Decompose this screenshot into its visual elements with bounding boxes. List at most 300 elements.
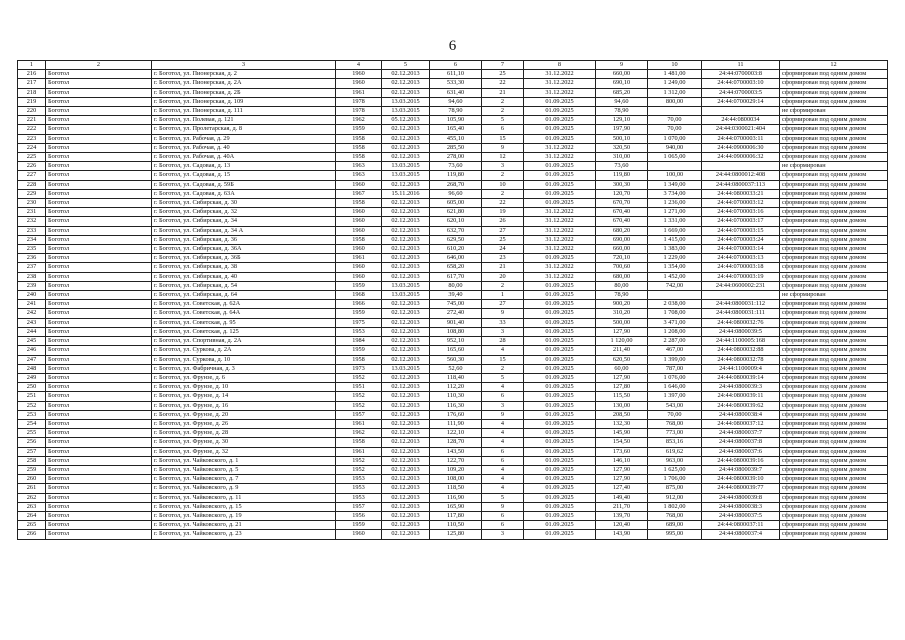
area-cell: 631,40	[430, 88, 482, 97]
table-row	[18, 291, 888, 300]
city-cell: Боготол	[46, 263, 152, 272]
row-number: 260	[18, 475, 46, 484]
land-area-cell: 2 038,00	[648, 300, 702, 309]
deadline-cell: 31.12.2022	[524, 88, 596, 97]
city-cell: Боготол	[46, 521, 152, 530]
address-cell: г. Боготол, ул. Чайковского, д. 1	[152, 456, 336, 465]
city-cell: Боготол	[46, 355, 152, 364]
cadastral-number-cell: 24:44:0700003:10	[702, 79, 780, 88]
count-cell: 4	[482, 429, 524, 438]
city-cell: Боготол	[46, 511, 152, 520]
cadastral-number-cell: 24:44:0800039:3	[702, 383, 780, 392]
area-total-cell: 127,80	[596, 383, 648, 392]
status-cell: сформирован под одним домом	[780, 217, 888, 226]
count-cell: 28	[482, 337, 524, 346]
city-cell: Боготол	[46, 208, 152, 217]
city-cell: Боготол	[46, 410, 152, 419]
table-row	[18, 511, 888, 520]
status-cell: сформирован под одним домом	[780, 419, 888, 428]
year-cell: 1960	[336, 226, 382, 235]
status-cell: сформирован под одним домом	[780, 456, 888, 465]
table-row	[18, 383, 888, 392]
city-cell: Боготол	[46, 456, 152, 465]
city-cell: Боготол	[46, 465, 152, 474]
land-area-cell: 742,00	[648, 281, 702, 290]
city-cell: Боготол	[46, 125, 152, 134]
area-total-cell: 80,00	[596, 281, 648, 290]
deadline-cell: 31.12.2022	[524, 79, 596, 88]
count-cell: 12	[482, 153, 524, 162]
area-total-cell: 680,00	[596, 272, 648, 281]
year-cell: 1973	[336, 364, 382, 373]
row-number: 244	[18, 327, 46, 336]
address-cell: г. Боготол, ул. Пионерская, д. 2Б	[152, 88, 336, 97]
date-cell: 02.12.2013	[382, 217, 430, 226]
table-row	[18, 263, 888, 272]
area-total-cell: 127,90	[596, 475, 648, 484]
land-area-cell: 1 208,00	[648, 327, 702, 336]
address-cell: г. Боготол, ул. Рабочая, д. 29	[152, 134, 336, 143]
year-cell: 1960	[336, 208, 382, 217]
address-cell: г. Боготол, ул. Советская, д. 95	[152, 318, 336, 327]
table-row	[18, 327, 888, 336]
deadline-cell: 31.12.2022	[524, 143, 596, 152]
city-cell: Боготол	[46, 337, 152, 346]
city-cell: Боготол	[46, 226, 152, 235]
deadline-cell: 31.12.2022	[524, 245, 596, 254]
address-cell: г. Боготол, ул. Сибирская, д. 36Б	[152, 254, 336, 263]
area-total-cell: 120,40	[596, 521, 648, 530]
address-cell: г. Боготол, ул. Сибирская, д. 40	[152, 272, 336, 281]
address-cell: г. Боготол, ул. Фрунзе, д. 26	[152, 419, 336, 428]
land-area-cell: 543,00	[648, 401, 702, 410]
year-cell: 1959	[336, 346, 382, 355]
city-cell: Боготол	[46, 291, 152, 300]
row-number: 232	[18, 217, 46, 226]
date-cell: 13.03.2015	[382, 162, 430, 171]
status-cell: сформирован под одним домом	[780, 438, 888, 447]
year-cell: 1957	[336, 410, 382, 419]
area-total-cell: 620,50	[596, 355, 648, 364]
area-total-cell: 78,90	[596, 107, 648, 116]
address-cell: г. Боготол, ул. Сибирская, д. 34	[152, 217, 336, 226]
area-total-cell: 127,90	[596, 465, 648, 474]
area-cell: 109,20	[430, 465, 482, 474]
address-cell: г. Боготол, ул. Фрунзе, д. 16	[152, 401, 336, 410]
cadastral-number-cell: 24:44:0800039:8	[702, 493, 780, 502]
city-cell: Боготол	[46, 199, 152, 208]
status-cell: сформирован под одним домом	[780, 355, 888, 364]
deadline-cell: 01.09.2025	[524, 309, 596, 318]
land-area-cell: 1 802,00	[648, 502, 702, 511]
deadline-cell: 01.09.2025	[524, 318, 596, 327]
city-cell: Боготол	[46, 438, 152, 447]
address-cell: г. Боготол, ул. Чайковского, д. 15	[152, 502, 336, 511]
date-cell: 02.12.2013	[382, 70, 430, 79]
year-cell: 1953	[336, 327, 382, 336]
area-cell: 605,00	[430, 199, 482, 208]
address-cell: г. Боготол, ул. Сибирская, д. 30	[152, 199, 336, 208]
row-number: 253	[18, 410, 46, 419]
area-cell: 118,50	[430, 484, 482, 493]
city-cell: Боготол	[46, 429, 152, 438]
year-cell: 1952	[336, 392, 382, 401]
area-cell: 745,00	[430, 300, 482, 309]
year-cell: 1952	[336, 401, 382, 410]
area-total-cell: 1 120,00	[596, 337, 648, 346]
date-cell: 02.12.2013	[382, 383, 430, 392]
status-cell: сформирован под одним домом	[780, 410, 888, 419]
year-cell: 1952	[336, 456, 382, 465]
year-cell: 1959	[336, 281, 382, 290]
area-total-cell: 127,40	[596, 484, 648, 493]
address-cell: г. Боготол, ул. Суркова, д. 2А	[152, 346, 336, 355]
table-row	[18, 171, 888, 180]
area-cell: 116,30	[430, 401, 482, 410]
cadastral-number-cell: 24:44:0600002:231	[702, 281, 780, 290]
deadline-cell: 01.09.2025	[524, 254, 596, 263]
count-cell: 15	[482, 134, 524, 143]
count-cell: 1	[482, 291, 524, 300]
address-cell: г. Боготол, ул. Чайковского, д. 11	[152, 493, 336, 502]
cadastral-number-cell: 24:44:0800037:6	[702, 447, 780, 456]
address-cell: г. Боготол, ул. Чайковского, д. 7	[152, 475, 336, 484]
table-row	[18, 97, 888, 106]
address-cell: г. Боготол, ул. Чайковского, д. 19	[152, 511, 336, 520]
row-number: 233	[18, 226, 46, 235]
land-area-cell: 853,16	[648, 438, 702, 447]
land-area-cell: 70,00	[648, 125, 702, 134]
row-number: 249	[18, 373, 46, 382]
status-cell: не сформирован	[780, 162, 888, 171]
date-cell: 02.12.2013	[382, 392, 430, 401]
date-cell: 02.12.2013	[382, 263, 430, 272]
cadastral-number-cell: 24:44:0800032:88	[702, 346, 780, 355]
area-total-cell: 127,90	[596, 327, 648, 336]
area-cell: 80,00	[430, 281, 482, 290]
row-number: 220	[18, 107, 46, 116]
status-cell: сформирован под одним домом	[780, 401, 888, 410]
city-cell: Боготол	[46, 97, 152, 106]
year-cell: 1959	[336, 125, 382, 134]
cadastral-number-cell: 24:44:0800037:12	[702, 419, 780, 428]
address-cell: г. Боготол, ул. Фабричная, д. 3	[152, 364, 336, 373]
table-row	[18, 272, 888, 281]
deadline-cell: 01.09.2025	[524, 125, 596, 134]
area-total-cell: 900,20	[596, 300, 648, 309]
address-cell: г. Боготол, ул. Фрунзе, д. 30	[152, 438, 336, 447]
date-cell: 02.12.2013	[382, 208, 430, 217]
count-cell: 6	[482, 521, 524, 530]
table-row	[18, 456, 888, 465]
count-cell: 21	[482, 88, 524, 97]
address-cell: г. Боготол, ул. Сибирская, д. 64	[152, 291, 336, 300]
deadline-cell: 01.09.2025	[524, 97, 596, 106]
cadastral-number-cell: 24:44:0700029:14	[702, 97, 780, 106]
date-cell: 02.12.2013	[382, 300, 430, 309]
deadline-cell: 01.09.2025	[524, 410, 596, 419]
area-total-cell: 130,00	[596, 401, 648, 410]
date-cell: 13.03.2015	[382, 291, 430, 300]
date-cell: 02.12.2013	[382, 180, 430, 189]
year-cell: 1978	[336, 97, 382, 106]
land-area-cell: 1 415,00	[648, 235, 702, 244]
deadline-cell: 31.12.2022	[524, 217, 596, 226]
count-cell: 15	[482, 355, 524, 364]
area-total-cell: 660,00	[596, 245, 648, 254]
area-cell: 952,10	[430, 337, 482, 346]
row-number: 243	[18, 318, 46, 327]
row-number: 238	[18, 272, 46, 281]
city-cell: Боготол	[46, 401, 152, 410]
date-cell: 02.12.2013	[382, 521, 430, 530]
row-number: 223	[18, 134, 46, 143]
deadline-cell: 01.09.2025	[524, 346, 596, 355]
row-number: 250	[18, 383, 46, 392]
count-cell: 2	[482, 97, 524, 106]
count-cell: 10	[482, 180, 524, 189]
cadastral-number-cell: 24:44:0800038:3	[702, 502, 780, 511]
year-cell: 1963	[336, 162, 382, 171]
city-cell: Боготол	[46, 392, 152, 401]
cadastral-number-cell: 24:44:0800037:8	[702, 438, 780, 447]
area-total-cell: 300,30	[596, 180, 648, 189]
address-cell: г. Боготол, ул. Чайковского, д. 21	[152, 521, 336, 530]
count-cell: 9	[482, 502, 524, 511]
area-cell: 117,80	[430, 511, 482, 520]
deadline-cell: 01.09.2025	[524, 107, 596, 116]
area-cell: 272,40	[430, 309, 482, 318]
area-total-cell: 685,20	[596, 88, 648, 97]
city-cell: Боготол	[46, 346, 152, 355]
city-cell: Боготол	[46, 217, 152, 226]
row-number: 255	[18, 429, 46, 438]
cadastral-number-cell: 24:44:0700003:12	[702, 199, 780, 208]
year-cell: 1958	[336, 199, 382, 208]
row-number: 221	[18, 116, 46, 125]
deadline-cell: 01.09.2025	[524, 116, 596, 125]
date-cell: 02.12.2013	[382, 410, 430, 419]
deadline-cell: 01.09.2025	[524, 281, 596, 290]
address-cell: г. Боготол, ул. Фрунзе, д. 20	[152, 410, 336, 419]
status-cell: сформирован под одним домом	[780, 392, 888, 401]
city-cell: Боготол	[46, 364, 152, 373]
area-cell: 108,80	[430, 327, 482, 336]
address-cell: г. Боготол, ул. Пионерская, д. 2А	[152, 79, 336, 88]
status-cell: сформирован под одним домом	[780, 97, 888, 106]
status-cell: сформирован под одним домом	[780, 327, 888, 336]
count-cell: 2	[482, 171, 524, 180]
table-row	[18, 199, 888, 208]
count-cell: 6	[482, 447, 524, 456]
land-area-cell: 1 271,00	[648, 208, 702, 217]
date-cell: 02.12.2013	[382, 153, 430, 162]
count-cell: 5	[482, 116, 524, 125]
city-cell: Боготол	[46, 300, 152, 309]
table-row	[18, 143, 888, 152]
row-number: 264	[18, 511, 46, 520]
count-cell: 6	[482, 511, 524, 520]
cadastral-number-cell: 24:44:0700003:17	[702, 217, 780, 226]
land-area-cell	[648, 107, 702, 116]
year-cell: 1956	[336, 511, 382, 520]
status-cell: сформирован под одним домом	[780, 125, 888, 134]
address-cell: г. Боготол, ул. Фрунзе, д. 10	[152, 383, 336, 392]
status-cell: сформирован под одним домом	[780, 465, 888, 474]
date-cell: 02.12.2013	[382, 79, 430, 88]
area-cell: 658,20	[430, 263, 482, 272]
status-cell: сформирован под одним домом	[780, 134, 888, 143]
table-row	[18, 208, 888, 217]
table-row	[18, 134, 888, 143]
deadline-cell: 01.09.2025	[524, 530, 596, 539]
count-cell: 4	[482, 383, 524, 392]
row-number: 226	[18, 162, 46, 171]
area-cell: 116,90	[430, 493, 482, 502]
deadline-cell: 01.09.2025	[524, 447, 596, 456]
count-cell: 6	[482, 456, 524, 465]
city-cell: Боготол	[46, 254, 152, 263]
status-cell: сформирован под одним домом	[780, 502, 888, 511]
area-total-cell: 208,50	[596, 410, 648, 419]
cadastral-number-cell: 24:44:0800039:62	[702, 401, 780, 410]
status-cell: сформирован под одним домом	[780, 116, 888, 125]
address-cell: г. Боготол, ул. Сибирская, д. 34 А	[152, 226, 336, 235]
column-header: 9	[596, 61, 648, 70]
count-cell: 9	[482, 143, 524, 152]
deadline-cell: 01.09.2025	[524, 189, 596, 198]
row-number: 265	[18, 521, 46, 530]
status-cell: сформирован под одним домом	[780, 245, 888, 254]
deadline-cell: 01.09.2025	[524, 475, 596, 484]
year-cell: 1961	[336, 419, 382, 428]
table-row	[18, 373, 888, 382]
table-row	[18, 318, 888, 327]
area-cell: 96,60	[430, 189, 482, 198]
area-total-cell: 197,90	[596, 125, 648, 134]
area-cell: 122,10	[430, 429, 482, 438]
address-cell: г. Боготол, ул. Сибирская, д. 38	[152, 263, 336, 272]
table-row	[18, 281, 888, 290]
status-cell: сформирован под одним домом	[780, 272, 888, 281]
year-cell: 1960	[336, 79, 382, 88]
count-cell: 21	[482, 263, 524, 272]
area-total-cell: 129,10	[596, 116, 648, 125]
city-cell: Боготол	[46, 245, 152, 254]
cadastral-number-cell: 24:44:0700003:13	[702, 254, 780, 263]
table-row	[18, 355, 888, 364]
area-total-cell: 680,20	[596, 226, 648, 235]
cadastral-number-cell: 24:44:0700003:24	[702, 235, 780, 244]
table-row	[18, 309, 888, 318]
address-cell: г. Боготол, ул. Чайковского, д. 9	[152, 484, 336, 493]
area-cell: 78,90	[430, 107, 482, 116]
land-area-cell: 1 236,00	[648, 199, 702, 208]
deadline-cell: 01.09.2025	[524, 502, 596, 511]
date-cell: 02.12.2013	[382, 438, 430, 447]
year-cell: 1958	[336, 355, 382, 364]
land-area-cell: 1 399,00	[648, 355, 702, 364]
area-total-cell: 132,30	[596, 419, 648, 428]
cadastral-number-cell: 24:44:0800031:112	[702, 300, 780, 309]
cadastral-number-cell	[702, 291, 780, 300]
date-cell: 02.12.2013	[382, 355, 430, 364]
row-number: 219	[18, 97, 46, 106]
area-total-cell: 145,90	[596, 429, 648, 438]
city-cell: Боготол	[46, 70, 152, 79]
cadastral-number-cell: 24:44:1100005:168	[702, 337, 780, 346]
status-cell: сформирован под одним домом	[780, 281, 888, 290]
area-cell: 617,70	[430, 272, 482, 281]
area-total-cell: 146,10	[596, 456, 648, 465]
cadastral-number-cell: 24:44:0800037:4	[702, 530, 780, 539]
deadline-cell: 01.09.2025	[524, 162, 596, 171]
area-cell: 39,40	[430, 291, 482, 300]
count-cell: 9	[482, 309, 524, 318]
land-area-cell: 768,00	[648, 511, 702, 520]
cadastral-number-cell: 24:44:0800039:14	[702, 373, 780, 382]
city-cell: Боготол	[46, 162, 152, 171]
area-cell: 646,00	[430, 254, 482, 263]
status-cell: сформирован под одним домом	[780, 447, 888, 456]
column-header: 4	[336, 61, 382, 70]
address-cell: г. Боготол, ул. Фрунзе, д. 14	[152, 392, 336, 401]
land-area-cell: 787,00	[648, 364, 702, 373]
table-row	[18, 530, 888, 539]
area-total-cell: 127,90	[596, 373, 648, 382]
table-row	[18, 300, 888, 309]
city-cell: Боготол	[46, 484, 152, 493]
area-total-cell: 700,60	[596, 263, 648, 272]
row-number: 239	[18, 281, 46, 290]
date-cell: 02.12.2013	[382, 254, 430, 263]
year-cell: 1961	[336, 447, 382, 456]
date-cell: 02.12.2013	[382, 346, 430, 355]
deadline-cell: 31.12.2022	[524, 153, 596, 162]
status-cell: сформирован под одним домом	[780, 373, 888, 382]
area-cell: 112,20	[430, 383, 482, 392]
deadline-cell: 01.09.2025	[524, 401, 596, 410]
land-area-cell: 1 065,00	[648, 153, 702, 162]
area-total-cell: 211,70	[596, 502, 648, 511]
land-area-cell: 1 076,00	[648, 373, 702, 382]
status-cell: сформирован под одним домом	[780, 383, 888, 392]
address-cell: г. Боготол, ул. Советская, д. 125	[152, 327, 336, 336]
address-cell: г. Боготол, ул. Сибирская, д. 36	[152, 235, 336, 244]
count-cell: 4	[482, 475, 524, 484]
cadastral-number-cell: 24:44:0800031:111	[702, 309, 780, 318]
city-cell: Боготол	[46, 153, 152, 162]
year-cell: 1953	[336, 493, 382, 502]
area-cell: 621,80	[430, 208, 482, 217]
status-cell: сформирован под одним домом	[780, 309, 888, 318]
address-cell: г. Боготол, ул. Советская, д. 64А	[152, 309, 336, 318]
land-area-cell: 1 354,00	[648, 263, 702, 272]
land-area-cell: 1 646,00	[648, 383, 702, 392]
area-cell: 111,90	[430, 419, 482, 428]
status-cell: сформирован под одним домом	[780, 521, 888, 530]
area-total-cell: 310,00	[596, 153, 648, 162]
address-cell: г. Боготол, ул. Пионерская, д. 109	[152, 97, 336, 106]
deadline-cell: 31.12.2022	[524, 272, 596, 281]
status-cell: сформирован под одним домом	[780, 263, 888, 272]
count-cell: 4	[482, 465, 524, 474]
year-cell: 1959	[336, 309, 382, 318]
date-cell: 13.03.2015	[382, 97, 430, 106]
area-cell: 94,60	[430, 97, 482, 106]
land-area-cell: 100,00	[648, 171, 702, 180]
cadastral-number-cell: 24:44:0900006:32	[702, 153, 780, 162]
